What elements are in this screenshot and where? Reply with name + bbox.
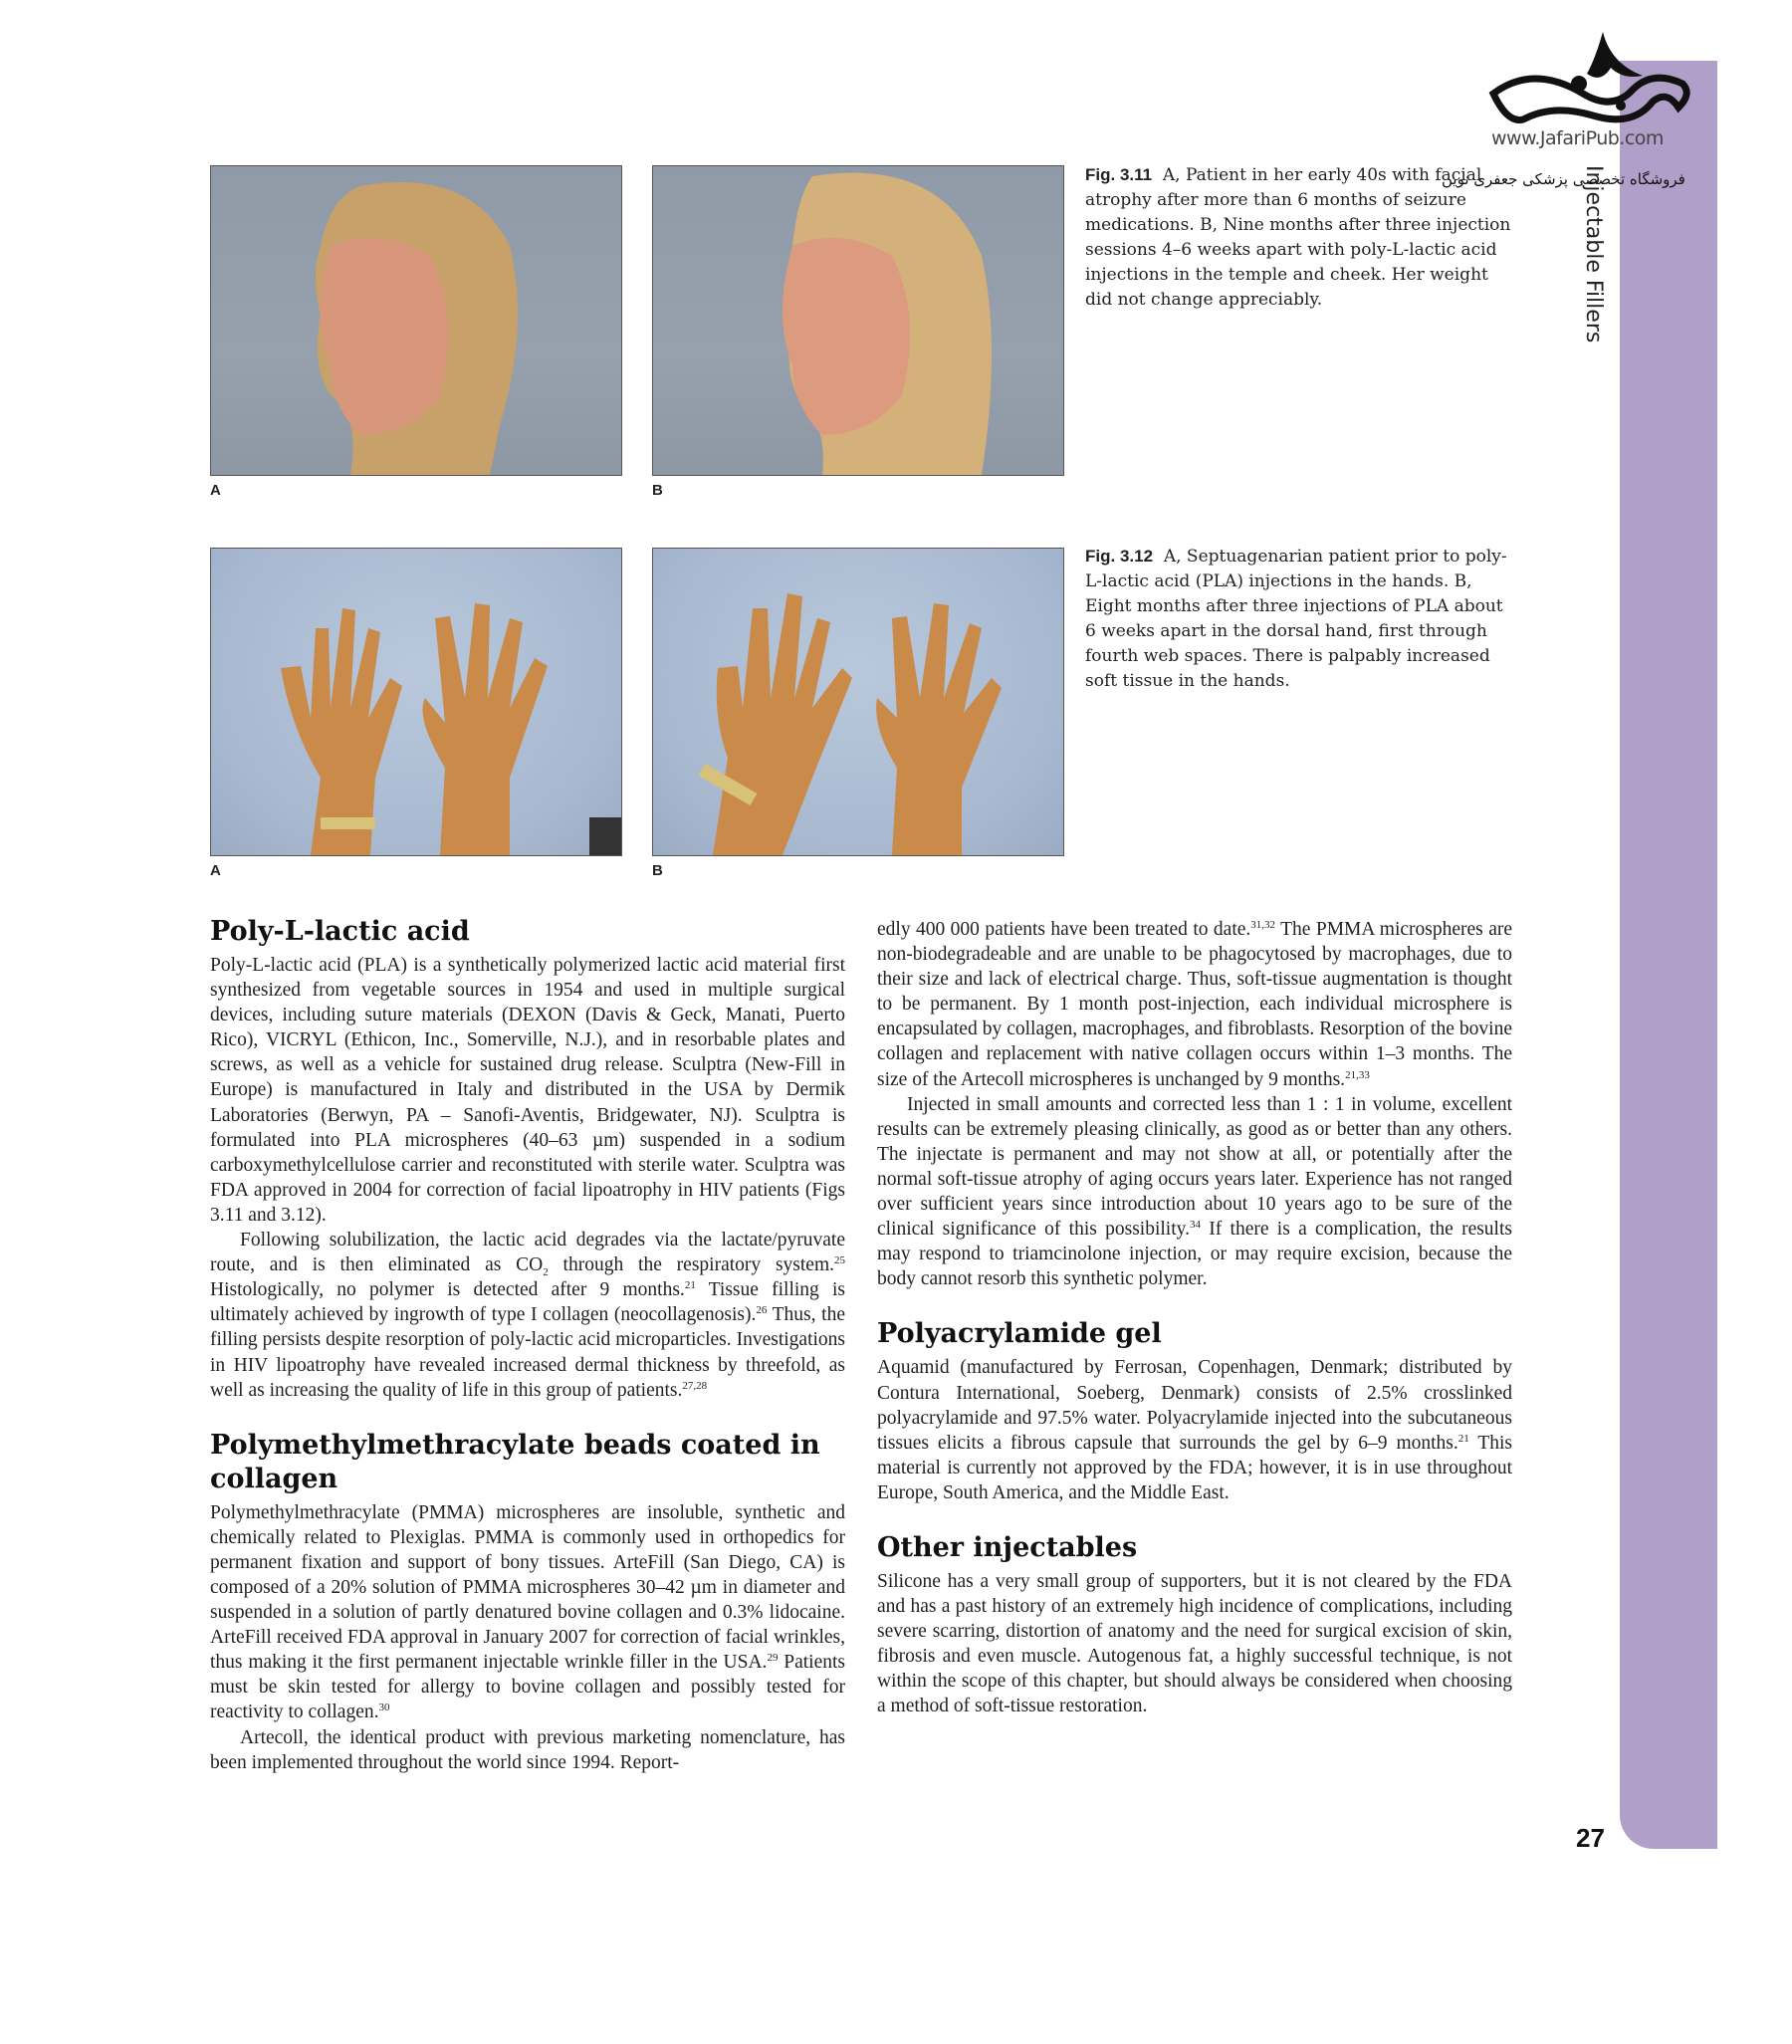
figure-3-12-photo-b [652, 548, 1064, 856]
section-heading: Polymethylmethracylate beads coated in collagen [210, 1429, 820, 1494]
body-paragraph [877, 1355, 1512, 1505]
right-text-column [877, 917, 1512, 1719]
publisher-logo [1483, 24, 1702, 155]
text-run: The PMMA microspheres are non-biodegradeable and are unable to be phagocytosed by macrophages, due to their size and lack of electrical charge. Thus, soft-tissue augmentation is thought to be permanent. By 1 month post-injection, each individual microsphere is encapsulated by collagen, macrophages, and fibroblasts. Resorption of the bovine collagen and replacement with native collagen occurs within 1–3 months. The size of the Artecoll microspheres is unchanged by 9 months. [877, 919, 1512, 1090]
reference-superscript: 21 [684, 1279, 696, 1292]
text-run: Histologically, no polymer is detected after 9 months. [210, 1279, 685, 1301]
reference-superscript: 29 [767, 1652, 779, 1665]
text-run: Silicone has a very small group of supporters, but it is not cleared by the FDA and has a past history of an extremely high incidence of complications, including severe scarring, distortion of anatomy and the need for surgical excision of skin, fibrosis and even muscle. Autogenous fat, a highly successful technique, is not within the scope of this chapter, but should always be considered when choosing a method of soft-tissue restoration. [877, 1570, 1512, 1717]
publisher-url: www.JafariPub.com [1491, 127, 1664, 149]
reference-superscript: 21 [1457, 1432, 1469, 1445]
section-heading: Poly-L-lactic acid [210, 916, 470, 947]
text-run: Poly-L-lactic acid (PLA) is a synthetically polymerized lactic acid material first synthesized from vegetable sources in 1954 and used in multiple surgical devices, including suture materials (DEXON (Davis & Geck, Manati, Puerto Rico), VICRYL (Ethicon, Inc., Somerville, N.J.), and in resorbable plates and screws, as well as a vehicle for sustained drug release. Sculptra (New-Fill in Europe) is manufactured in Italy and distributed in the USA by Dermik Laboratories (Berwyn, PA – Sanofi-Aventis, Bridgewater, NJ). Sculptra is formulated into PLA microspheres (40–63 µm) suspended in a sodium carboxymethylcellulose carrier and reconstituted with sterile water. Sculptra was FDA approved in 2004 for correction of facial lipoatrophy in HIV patients (Figs 3.11 and 3.12). [210, 955, 845, 1226]
body-paragraph [877, 917, 1512, 1092]
figure-3-11-photo-a [210, 165, 622, 476]
figure-3-12-label-b: B [652, 862, 663, 879]
section-heading: Other injectables [877, 1531, 1138, 1563]
text-run: If there is a complication, the results may respond to triamcinolone injection, or may require excision, because the body cannot resorb this synthetic polymer. [877, 1219, 1512, 1290]
text-run: edly 400 000 patients have been treated to date. [877, 919, 1251, 940]
body-paragraph [210, 953, 845, 1228]
text-run: through the respiratory system. [548, 1254, 835, 1276]
text-run: Patients must be skin tested for allergy to bovine collagen and possibly tested for reactivity to collagen. [210, 1652, 845, 1723]
figure-3-11-label-a: A [210, 482, 221, 499]
publisher-persian-text: فروشگاه تخصصی پزشکی جعفری نوین [1442, 170, 1685, 188]
section-heading: Polyacrylamide gel [877, 1318, 1162, 1350]
reference-superscript: 27,28 [682, 1379, 708, 1392]
reference-superscript: 25 [834, 1254, 846, 1267]
patient-face-profile-image [211, 166, 621, 475]
reference-superscript: 31,32 [1250, 919, 1276, 931]
body-paragraph [877, 1569, 1512, 1719]
page-number: 27 [1576, 1823, 1605, 1853]
text-run: Aquamid (manufactured by Ferrosan, Copenhagen, Denmark; distributed by Contura International, Soeberg, Denmark) consists of 2.5% crosslinked polyacrylamide and 97.5% water. Polyacrylamide injected into the subcutaneous tissues elicits a fibrous capsule that surrounds the gel by 6–9 months. [877, 1357, 1512, 1454]
caption-label: Fig. 3.12 [1085, 547, 1154, 566]
patient-hands-image [653, 549, 1063, 855]
calligraphy-logo-icon [1483, 24, 1702, 133]
figure-3-12-label-a: A [210, 862, 221, 879]
patient-face-profile-image [653, 166, 1063, 475]
body-paragraph [877, 1092, 1512, 1292]
figure-3-12-caption [1085, 544, 1513, 694]
body-paragraph [210, 1500, 845, 1725]
text-run: Thus, the filling persists despite resorption of poly-lactic acid microparticles. Investigations in HIV lipoatrophy have revealed increased dermal thickness by threefold, as well as increasing the quality of life in this group of patients. [210, 1304, 845, 1401]
reference-superscript: 21,33 [1345, 1068, 1370, 1081]
text-run: Polymethylmethracylate (PMMA) microspheres are insoluble, synthetic and chemically related to Plexiglas. PMMA is commonly used in orthopedics for permanent fixation and support of bony tissues. ArteFill (San Diego, CA) is composed of a 20% solution of PMMA microspheres 30–42 µm in diameter and suspended in a solution of partly denatured bovine collagen and 0.3% lidocaine. ArteFill received FDA approval in January 2007 for correction of facial wrinkles, thus making it the first permanent injectable wrinkle filler in the USA. [210, 1501, 845, 1674]
figure-3-11-label-b: B [652, 482, 663, 499]
chapter-sidebar-band [1620, 61, 1717, 1849]
reference-superscript: 34 [1190, 1219, 1201, 1232]
caption-text: A, Patient in her early 40s with facial atrophy after more than 6 months of seizure medications. B, Nine months after three injection sessions 4–6 weeks apart with poly-L-lactic acid injections in the temple and cheek. Her weight did not change appreciably. [1085, 165, 1511, 310]
body-paragraph [210, 1725, 845, 1775]
figure-3-12-photo-a [210, 548, 622, 856]
text-run: Artecoll, the identical product with previous marketing nomenclature, has been implemented throughout the world since 1994. Report- [210, 1726, 845, 1773]
text-run: Tissue filling is ultimately achieved by ingrowth of type I collagen (neocollagenosis). [210, 1279, 845, 1326]
reference-superscript: 26 [756, 1304, 768, 1317]
text-run: This material is currently not approved by the FDA; however, it is in use throughout Europe, South America, and the Middle East. [877, 1432, 1512, 1503]
text-run: Injected in small amounts and corrected less than 1 : 1 in volume, excellent results can be extremely pleasing clinically, as good as or better than any others. The injectate is permanent and may not show at all, or potentially after the normal soft-tissue atrophy of aging occurs years later. Experience has not ranged over sufficient years since introduction about 10 years ago to be sure of the clinical significance of this possibility. [877, 1093, 1512, 1241]
figure-3-11-caption [1085, 162, 1513, 313]
subscript: 2 [543, 1266, 549, 1279]
figure-3-11-photo-b [652, 165, 1064, 476]
reference-superscript: 30 [378, 1702, 390, 1714]
body-paragraph [210, 1228, 845, 1403]
caption-label: Fig. 3.11 [1085, 165, 1153, 184]
patient-hands-image [211, 549, 621, 855]
left-text-column [210, 915, 845, 1775]
caption-text: A, Septuagenarian patient prior to poly-L-lactic acid (PLA) injections in the hands. B, Eight months after three injections of PLA about 6 weeks apart in the dorsal hand, first through fourth web spaces. There is palpably increased soft tissue in the hands. [1085, 547, 1507, 691]
chapter-title-vertical: Injectable Fillers [1581, 165, 1606, 343]
text-run: Following solubilization, the lactic acid degrades via the lactate/pyruvate route, and is then eliminated as CO [210, 1230, 845, 1276]
